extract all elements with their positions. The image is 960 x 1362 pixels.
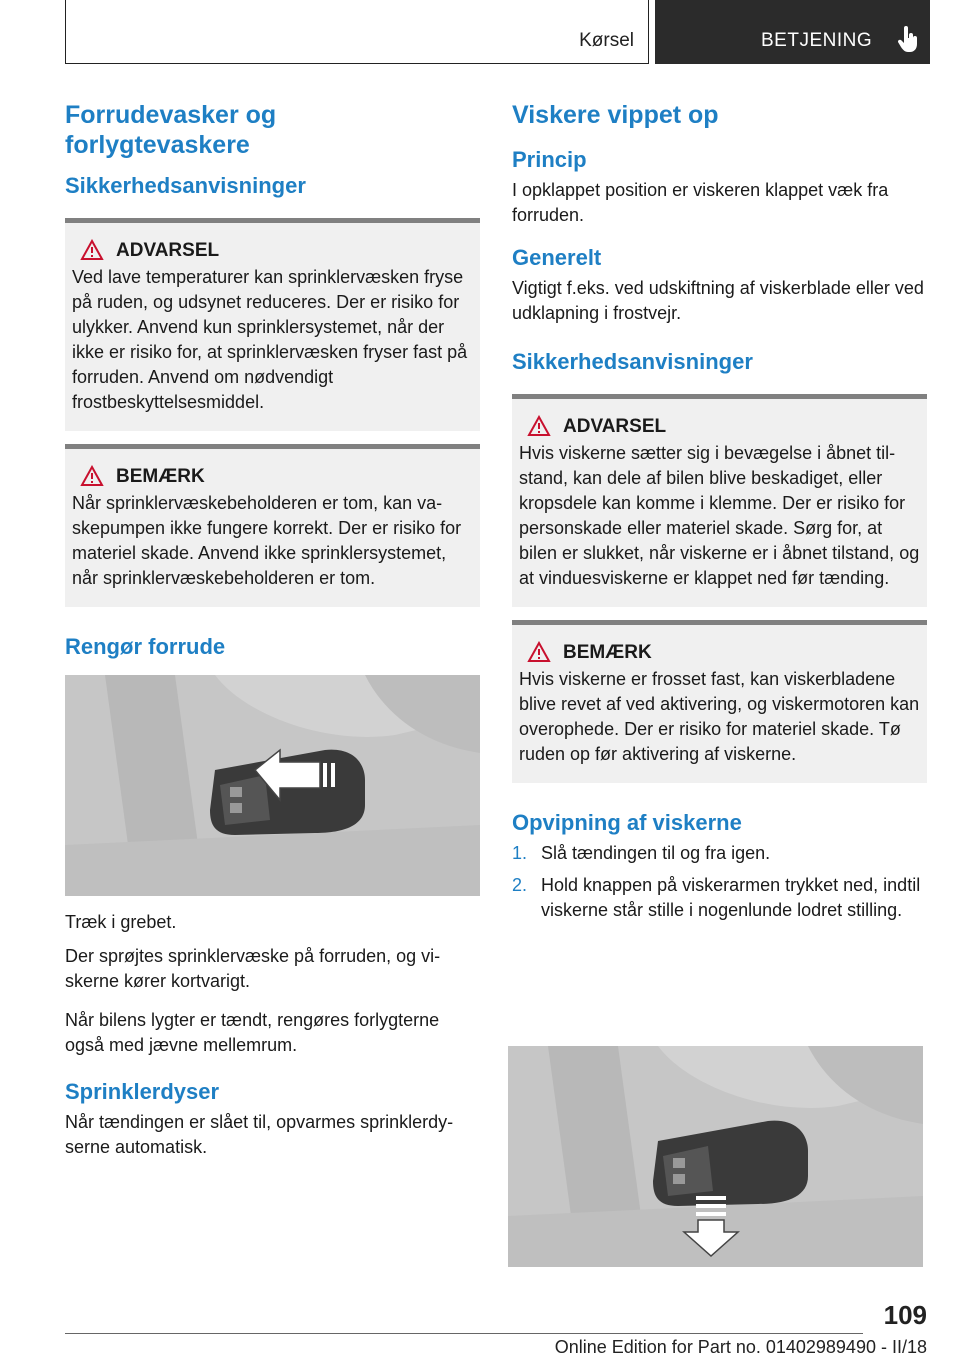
notice-label-row-right: [527, 641, 920, 665]
lever-illustration: [65, 675, 480, 896]
edition-footer: Online Edition for Part no. 01402989490 - II/18: [554, 1337, 927, 1357]
warning-text: Ved lave temperaturer kan sprinklervæsken fryse på ruden, og udsynet reduceres. Der er risiko for ulykker. Anvend kun sprinklersystemet, når der ikke er risiko for, at sprinklervæsken fryser fast på forruden. Anvend om nødvendigt frostbeskyttelsesmiddel.: [72, 267, 468, 412]
heading-principle: Princip: [512, 147, 587, 172]
notice-text: Når sprinklervæskebeholderen er tom, kan vaskepumpen ikke fungere korrekt. Der er risiko for materiel skade. Anvend ikke sprinklersystemet, når sprinklervæskebeholderen er tom.: [72, 493, 462, 588]
page-number: 109: [883, 1300, 927, 1330]
warning-label-row: [80, 239, 473, 263]
notice-text-right: Hvis viskerne er frosset fast, kan viskerbladene blive revet af ved aktivering, og viskermotoren kan overophede. Der er risiko for materiel skade. Tø ruden op før aktivering af viskerne.: [519, 669, 920, 764]
heading-nozzles: Sprinklerdyser: [65, 1079, 220, 1104]
warning-text-right: Hvis viskerne sætter sig i bevægelse i åbnet tilstand, kan dele af bilen blive beskadiget, eller kropsdele kan komme i klemme. Der er risiko for personskade eller materiel skade. Sørg for, at bilen er slukket, når viskerne er i åbnet tilstand, og at vinduesviskerne er klappet ned før tænding.: [519, 443, 920, 588]
lever-push-illustration: [508, 1046, 923, 1267]
right-column: [512, 100, 927, 930]
notice-label-row: [80, 465, 473, 489]
heading-safety: Sikkerhedsanvisninger: [65, 173, 306, 198]
step-number: 1.: [512, 843, 528, 863]
general-text: Vigtigt f.eks. ved udskiftning af viskerblade eller ved udklapning i frostvejr.: [512, 278, 924, 323]
warning-label-right: ADVARSEL: [563, 416, 667, 437]
heading-fold-up: Opvipning af viskerne: [512, 810, 742, 835]
clean-headlight-text: Når bilens lygter er tændt, rengøres forlygterne også med jævne mellemrum.: [65, 1010, 440, 1055]
list-item: [512, 873, 927, 923]
warning-triangle-icon: [80, 239, 104, 261]
clean-result-text: Der sprøjtes sprinklervæske på forruden, og viskerne kører kortvarigt.: [65, 946, 441, 991]
clean-step-text: Træk i grebet.: [65, 912, 177, 932]
warning-label: ADVARSEL: [116, 240, 220, 261]
header-section-label: Kørsel: [579, 30, 634, 51]
header-chapter-box: [655, 0, 930, 64]
notice-label-right: BEMÆRK: [563, 642, 652, 663]
step-text: Slå tændingen til og fra igen.: [541, 843, 771, 863]
warning-box: [65, 218, 480, 431]
section-title-wipers-up: Viskere vippet op: [512, 101, 719, 129]
fold-steps: [512, 841, 927, 923]
footer-divider: [65, 1333, 863, 1334]
wiper-lever-photo-push: [508, 1046, 923, 1267]
header-chapter-label: BETJENING: [761, 30, 873, 51]
left-column: [65, 100, 480, 1160]
step-number: 2.: [512, 875, 528, 895]
warning-label-row-right: [527, 415, 920, 439]
warning-triangle-icon: [80, 465, 104, 487]
notice-label: BEMÆRK: [116, 466, 205, 487]
wiper-lever-photo-pull: [65, 675, 480, 896]
list-item: [512, 841, 927, 866]
warning-triangle-icon: [527, 415, 551, 437]
warning-triangle-icon: [527, 641, 551, 663]
heading-clean-windshield: Rengør forrude: [65, 634, 226, 659]
heading-general: Generelt: [512, 245, 602, 270]
section-title-washer: Forrudevasker og forlygtevaskere: [65, 101, 277, 159]
nozzle-text: Når tændingen er slået til, opvarmes sprinklerdyserne automatisk.: [65, 1112, 454, 1157]
principle-text: I opklappet position er viskeren klappet væk fra forruden.: [512, 180, 889, 225]
heading-safety-right: Sikkerhedsanvisninger: [512, 349, 753, 374]
step-text: Hold knappen på viskerarmen trykket ned, indtil viskerne står stille i nogenlunde lodret stilling.: [541, 875, 921, 920]
header-section-box: [65, 0, 649, 64]
hand-pointer-icon: [898, 26, 920, 54]
notice-box: [65, 444, 480, 607]
notice-box-right: [512, 620, 927, 783]
warning-box-right: [512, 394, 927, 607]
